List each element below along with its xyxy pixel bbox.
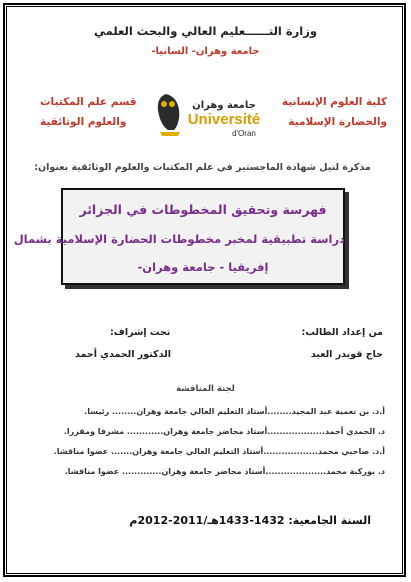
university-logo [152,88,267,144]
university-line: جامعة وهران- السانيا- [151,46,260,57]
academic-year: السنة الجامعية: 1432-1433هـ/2011-2012م [129,514,371,527]
faculty-line-1: كلية العلوم الإنسانية [282,96,387,108]
department-line-2: والعلوم الوثائقية [40,116,127,128]
faculty-line-2: والحضارة الإسلامية [288,116,387,128]
logo-sub-text: d'Oran [232,129,256,138]
jury-row: د. بوركبة محمد....................أستاذ محاضر جامعة وهران............. عضوا مناقشا. [64,467,385,476]
supervisor-name: الدكتور الحمدي أحمد [75,349,171,360]
thesis-title-line-2: دراسة تطبيقية لمخبر مخطوطات الحضارة الإسلامية بشمال [13,232,345,246]
jury-heading: لجنة المناقشة [176,384,235,394]
thesis-title-line-3: إفريقيا - جامعة وهران- [137,260,269,274]
jury-row: د. الحمدي أحمد...................أستاذ محاضر جامعة وهران............ مشرفا ومقررا. [63,427,385,436]
supervisor-label: تحت إشراف: [110,327,171,338]
logo-latin-text: Université [187,111,261,128]
thesis-title-line-1: فهرسة وتحقيق المخطوطات في الجزائر [79,202,327,217]
jury-row: أ.د. بن نعمية عبد المجيد........أستاذ التعليم العالي جامعة وهران........ رئيسا. [84,407,385,416]
jury-row: أ.د. صاحبي محمد..................أستاذ التعليم العالي جامعة وهران....... عضوا مناقشا. [53,447,385,456]
memo-line: مذكرة لنيل شهادة الماجستير في علم المكتبات والعلوم الوثائقية بعنوان: [34,162,371,173]
logo-arabic-text: جامعة وهران [192,100,256,111]
prepared-by-label: من إعداد الطالب: [301,327,383,338]
department-line-1: قسم علم المكتبات [40,96,137,108]
student-name: حاج قويدر العيد [310,349,383,360]
ministry-line: وزارة التــــــعليم العالي والبحث العلمي [94,24,317,38]
owl-emblem-icon [158,94,180,136]
